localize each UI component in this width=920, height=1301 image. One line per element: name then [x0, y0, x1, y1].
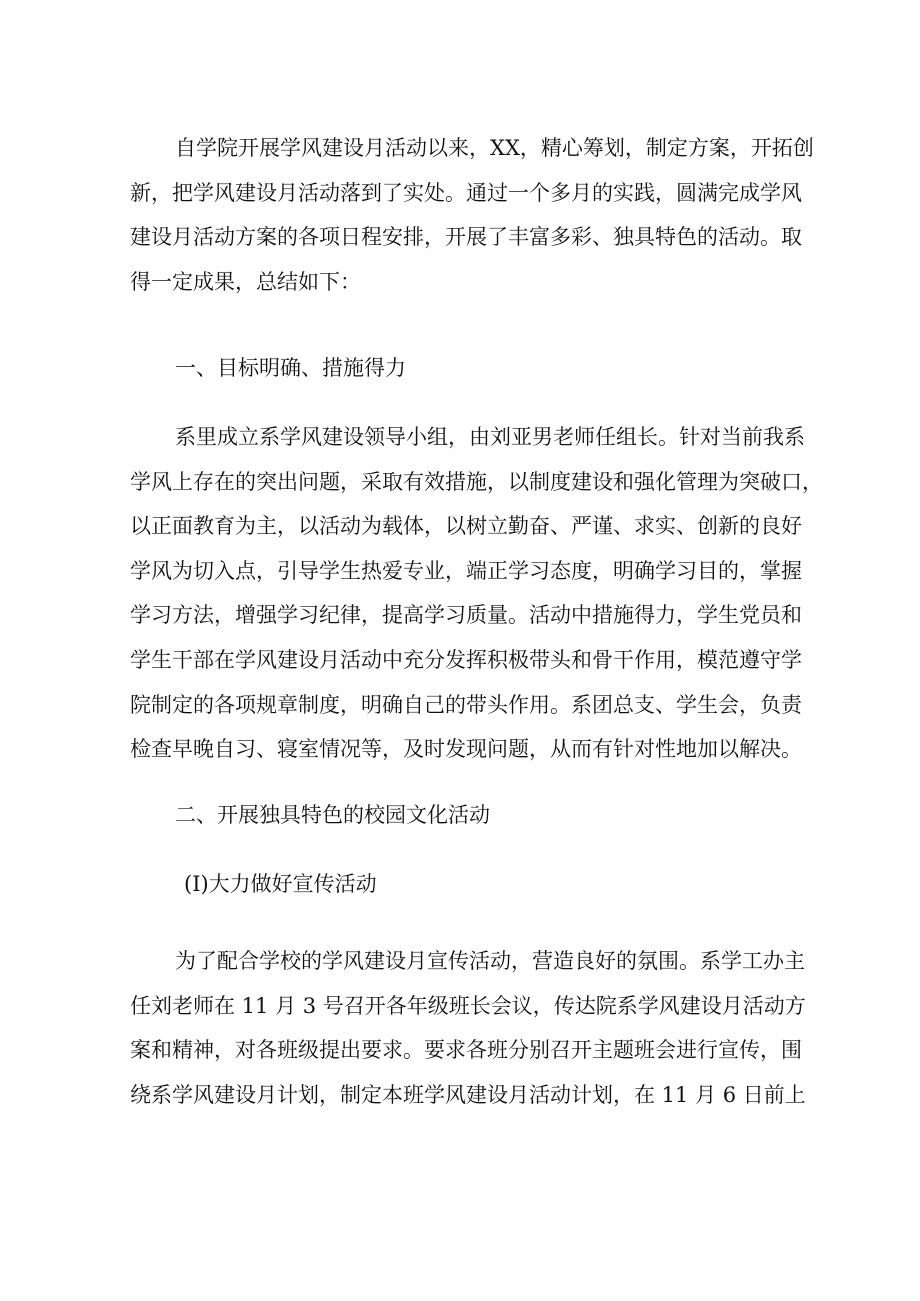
- text-line: 系里成立系学风建设领导小组，由刘亚男老师任组长。针对当前我系: [175, 425, 805, 449]
- section-heading-1: 一、目标明确、措施得力: [175, 356, 406, 380]
- text-line: 绕系学风建设月计划，制定本班学风建设月活动计划，在 11 月 6 日前上: [130, 1082, 806, 1107]
- text-line: 案和精神，对各班级提出要求。要求各班分别召开主题班会进行宣传，围: [130, 1038, 802, 1063]
- text-line: 自学院开展学风建设月活动以来，XX，精心筹划，制定方案，开拓创: [175, 136, 814, 160]
- text-line: 学风为切入点，引导学生热爱专业，端正学习态度，明确学习目的，掌握: [130, 558, 802, 583]
- subsection-heading-1: (I)大力做好宣传活动: [184, 872, 377, 896]
- text-line: 为了配合学校的学风建设月宣传活动，营造良好的氛围。系学工办主: [175, 949, 805, 973]
- text-line: 院制定的各项规章制度，明确自己的带头作用。系团总支、学生会，负责: [130, 692, 802, 717]
- text-line: 检查早晚自习、寝室情况等，及时发现问题，从而有针对性地加以解决。: [130, 737, 802, 762]
- section-heading-2: 二、开展独具特色的校园文化活动: [175, 803, 490, 827]
- text-line: 得一定成果，总结如下：: [130, 269, 361, 294]
- text-line: 以正面教育为主，以活动为载体，以树立勤奋、严谨、求实、创新的良好: [130, 514, 802, 539]
- intro-paragraph: [130, 126, 814, 304]
- text-line: 学风上存在的突出问题，采取有效措施，以制度建设和强化管理为突破口，: [130, 469, 823, 494]
- text-line: 学生干部在学风建设月活动中充分发挥积极带头和骨干作用，模范遵守学: [130, 647, 802, 672]
- text-line: 建设月活动方案的各项日程安排，开展了丰富多彩、独具特色的活动。取: [130, 225, 802, 250]
- text-line: 新，把学风建设月活动落到了实处。通过一个多月的实践，圆满完成学风: [130, 180, 802, 205]
- text-line: 学习方法，增强学习纪律，提高学习质量。活动中措施得力，学生党员和: [130, 603, 802, 628]
- subsection1-paragraph: [130, 939, 806, 1117]
- text-line: 任刘老师在 11 月 3 号召开各年级班长会议，传达院系学风建设月活动方: [130, 993, 806, 1018]
- section1-paragraph: [130, 415, 823, 772]
